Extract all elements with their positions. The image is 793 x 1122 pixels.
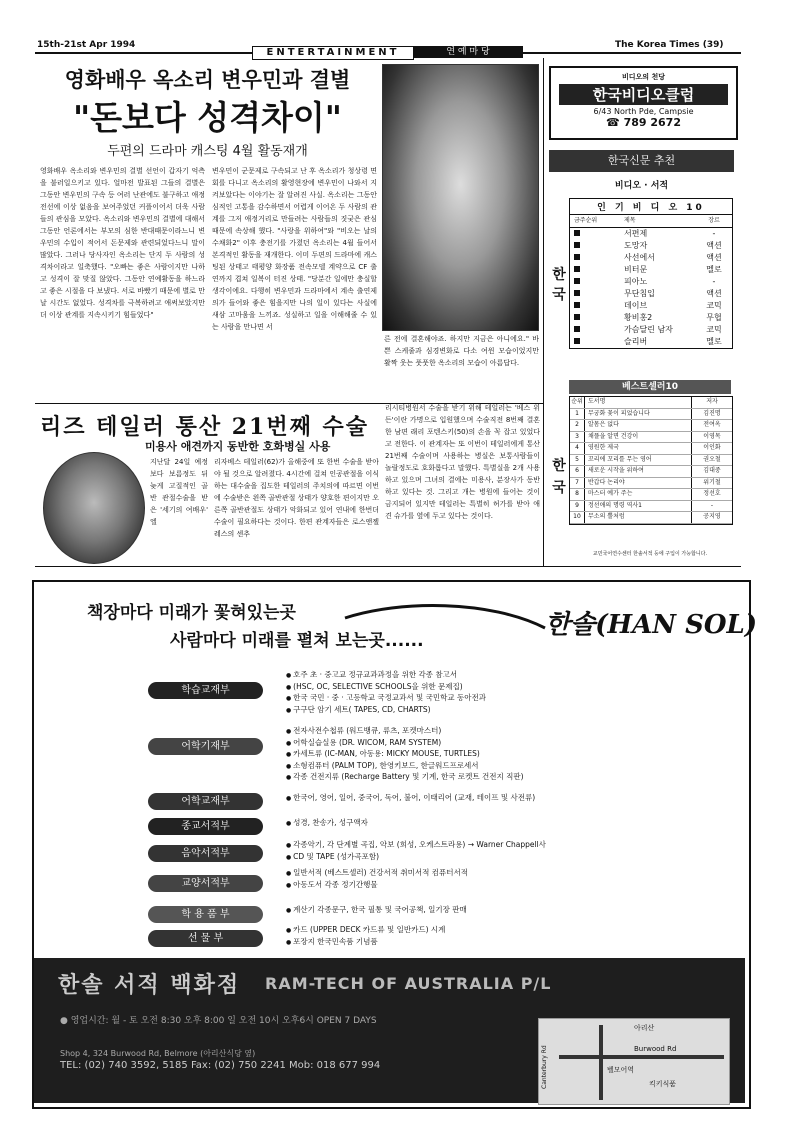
- book-rank: 6: [570, 466, 585, 477]
- video-title: 서편제: [624, 229, 648, 238]
- category-item: ● 포장지 한국민속품 기념품: [286, 937, 445, 949]
- article2-col2: 리자베스 테일러(62)가 올해중에 또 한번 수술을 받아야 될 것으로 알려졌다. 4시간에 걸쳐 인공관절을 이식하는 대수술을 집도한 테일러의 주치의에 따르면 이번에 수술받은 왼쪽 골반관절 상태가 양호한 편이지만 오른쪽 골반관절도 상태가 악화되고 있어 연내에 한번더 수술이 필요하다는 것이다. 한편 관계자들은 로스앤젤레스의 센추: [214, 458, 379, 538]
- section-label: ENTERTAINMENT: [252, 46, 414, 60]
- video-genre: -: [712, 229, 716, 238]
- recommend-sub: 비디오 · 서적: [614, 181, 669, 191]
- recommend-banner: 한국신문 추천: [549, 150, 734, 172]
- category-item: ● 각종 건전지류 (Recharge Battery 및 기계, 한국 로켓트 건전지 직판): [286, 772, 524, 784]
- book-rank: 4: [570, 443, 585, 454]
- bestseller-header: 순위 도서명 저자: [570, 397, 732, 409]
- map-road-h: [559, 1055, 724, 1059]
- book-title: 마스터 예가 주는: [585, 489, 692, 500]
- category-item: ● 소형컴퓨터 (PALM TOP), 한영키보드, 한글워드프로세서: [286, 761, 524, 773]
- bullet-icon: [574, 230, 580, 236]
- article2-col3: 리시티병원서 수술을 받기 위해 테일러는 '베스 위든'이란 가명으로 입원했으며 수술직전 8번째 결혼한 남편 래리 포텐스키(50)의 손을 꼭 잡고 있었다고 전한다. 이 관계자는 또 이번이 테일러에게 통산 21번째 수술이며 사용하는 병실은 보통사람들이 놀랄정도로 호화롭다고 말했다. 특별실을 2개 사용하고 있으며 그녀의 결에는 미용사, 분장사가 동반하고 있다는 것. 그리고 개는 병원에 들어는 것이 금지되어 있지만 테일러는 특별히 허가를 받아 애견 슈가를 옆에 두고 있다는 것이다.: [385, 404, 540, 520]
- video-row: [570, 288, 732, 300]
- actress-photo: [382, 64, 539, 331]
- book-row: [570, 512, 732, 524]
- book-row: [570, 409, 732, 421]
- video-genre: -: [712, 277, 716, 286]
- book-title: 새로운 시작을 위하여: [585, 466, 692, 477]
- category-item: ● 각종악기, 각 단계별 곡집, 악보 (희성, 오케스트라용) → Warner Chappell사: [286, 840, 546, 852]
- book-author: -: [710, 501, 714, 509]
- category-items: [286, 905, 467, 917]
- category-items: [286, 868, 468, 891]
- bullet-icon: [574, 290, 580, 296]
- book-rank: 10: [570, 512, 585, 523]
- store-name-eng: RAM-TECH OF AUSTRALIA P/L: [265, 974, 552, 993]
- book-author: 김진명: [703, 409, 721, 417]
- video-row: [570, 276, 732, 288]
- category-item: ● 계산기 각종문구, 한국 필통 및 국어공책, 일기장 판매: [286, 905, 467, 917]
- category-items: [286, 840, 546, 863]
- article1-dek: 두편의 드라마 캐스팅 4월 활동재개: [107, 144, 308, 159]
- video-table-title: 인 기 비 디 오 10: [570, 199, 732, 215]
- map-label-food: 킥키식품: [649, 1080, 677, 1088]
- category-pill: 어학기재부: [148, 738, 263, 755]
- category-item: ● 카세트류 (IC-MAN, 아동용: MICKY MOUSE, TURTLES): [286, 749, 524, 761]
- book-title: 반갑다 논리야: [585, 478, 692, 489]
- video-title: 무단침입: [624, 289, 655, 298]
- book-title: 정선애의 명령 역사1: [585, 501, 692, 512]
- book-row: [570, 432, 732, 444]
- category-item: ● 카드 (UPPER DECK 카드류 및 일반카드) 시계: [286, 925, 445, 937]
- category-pill: 어학교재부: [148, 793, 263, 810]
- video-row: [570, 252, 732, 264]
- book-title: 꼬리에 꼬리를 무는 영어: [585, 455, 692, 466]
- map-label-canterbury: Canterbury Rd: [541, 1045, 548, 1089]
- category-pill: 선 물 부: [148, 930, 263, 947]
- bullet-icon: [574, 338, 580, 344]
- video-genre: 액션: [706, 253, 722, 262]
- category-item: ● CD 및 TAPE (성가곡포함): [286, 852, 546, 864]
- map-road-v: [599, 1025, 603, 1100]
- video-side-label: 한국: [552, 267, 566, 303]
- video-row: [570, 240, 732, 252]
- section-label-kr: 연 예 마 당: [413, 46, 523, 58]
- book-row: [570, 455, 732, 467]
- book-rank: 2: [570, 420, 585, 431]
- video-genre: 멜로: [706, 265, 722, 274]
- book-author: 위기철: [703, 478, 721, 486]
- book-rank: 9: [570, 501, 585, 512]
- book-row: [570, 466, 732, 478]
- bullet-icon: [574, 242, 580, 248]
- bullet-icon: [574, 314, 580, 320]
- category-item: ● 한국 국민 · 중 · 고등학교 국정교과서 및 국민학교 동아전과: [286, 693, 486, 705]
- article1-col3: 른 전에 결혼해야죠. 하지만 지금은 아니에요." 바쁜 스케줄과 심경변화로 다소 여윈 모습이었지만 활짝 웃는 풋풋한 옥소리의 모습이 아름답다.: [384, 335, 539, 367]
- store-address: Shop 4, 324 Burwood Rd, Belmore (아리산식당 옆): [60, 1049, 256, 1058]
- book-title: 무소의 뿔처럼: [585, 512, 692, 523]
- shop-tagline: 비디오의 천당: [621, 73, 665, 81]
- article1-col1: 영화배우 옥소리와 변우민의 결별 선언이 갑자기 억측을 불러일으키고 있다. 얼마전 발표된 그들의 결별은 그동안 변우민의 구속 등 여러 난관에도 불구하고 애정전선에 이상 없음을 보여주었던 커플이어서 더욱 사람들의 관심을 모았다. 옥소리와 변우민의 결별에 대해서 그동안 언론에서는 부모의 심한 반대때문이라느니 변우민의 수입이 적어서 돈문제와 관련되었다느니 말이 많았다. 그러나 당사자인 옥소리는 단지 두 사람의 성격차이라고 일축했다. "오빠는 좋은 사람이지만 나하고 성격이 잘 맞질 않았다. 그동안 연예활동을 하느라고 좋은 시절을 다 보냈다. 서로 바빴기 때문에 별로 만날 시간도 없었다. 성격차를 극복하려고 애써보았지만 더 이상 관계를 지속시키기 힘들었다": [40, 167, 205, 319]
- category-items: [286, 818, 368, 830]
- video-title: 황비홍2: [624, 313, 653, 322]
- video-row: [570, 336, 732, 348]
- video-row: [570, 324, 732, 336]
- bestseller-banner: 베스트셀러10: [569, 380, 731, 394]
- book-title: 영원한 제국: [585, 443, 692, 454]
- video-title: 비터문: [624, 265, 648, 274]
- category-item: ● 일반서적 (베스트셀러) 건강서적 취미서적 컴퓨터서적: [286, 868, 468, 880]
- book-title: 알몸은 없다: [585, 420, 692, 431]
- column-divider: [543, 58, 544, 566]
- book-author: 김대중: [703, 467, 721, 474]
- book-title: 무궁화 꽃이 피었습니다: [585, 409, 692, 420]
- book-author: 이인화: [703, 444, 721, 451]
- book-rank: 3: [570, 432, 585, 443]
- book-row: [570, 489, 732, 501]
- page-bottom-rule: [35, 566, 741, 567]
- video-row: [570, 264, 732, 276]
- issue-date: 15th-21st Apr 1994: [37, 40, 136, 50]
- bullet-icon: [574, 254, 580, 260]
- store-phone: TEL: (02) 740 3592, 5185 Fax: (02) 750 2241 Mob: 018 677 994: [60, 1060, 381, 1071]
- bestseller-footnote: 교민국어연수센터 한솔서적 등에 구입이 가능합니다.: [592, 551, 708, 557]
- video-table-header: 금주순위 제목 장르: [570, 215, 732, 228]
- category-item: ● 전자사전수첩류 (워드뱅큐, 류츠, 포켓마스터): [286, 726, 524, 738]
- book-row: [570, 443, 732, 455]
- video-genre: 무협: [706, 313, 722, 322]
- swoosh-graphic: [340, 598, 550, 638]
- video-top10-table: [569, 198, 733, 349]
- category-pill: 종교서적부: [148, 818, 263, 835]
- book-rank: 8: [570, 489, 585, 500]
- video-genre: 코믹: [706, 301, 722, 310]
- video-title: 가슴달린 남자: [624, 325, 673, 334]
- article2-dek: 미용사 애견까지 동반한 호화병실 사용: [145, 440, 331, 453]
- video-genre: 액션: [706, 241, 722, 250]
- article2-col1: 지난달 24일 예정보다 보름정도 뒤늦게 고질적인 골반 관절수술을 받은 '세기의 여배우' 엘: [150, 458, 208, 526]
- book-author: 공지영: [703, 513, 721, 520]
- video-row: [570, 300, 732, 312]
- bullet-icon: [574, 266, 580, 272]
- book-side-label: 한국: [552, 458, 566, 496]
- video-row: [570, 228, 732, 240]
- book-rank: 5: [570, 455, 585, 466]
- article2-headline: 리즈 테일러 통산 21번째 수술: [40, 414, 370, 440]
- map-label-burwood: Burwood Rd: [634, 1045, 677, 1053]
- category-items: [286, 670, 486, 716]
- video-shop-ad: [549, 66, 738, 140]
- book-row: [570, 420, 732, 432]
- ad-slogan1: 책장마다 미래가 꽃혀있는곳: [87, 603, 296, 623]
- book-row: [570, 478, 732, 490]
- video-genre: 멜로: [706, 337, 722, 346]
- book-author: 전여옥: [703, 421, 721, 428]
- category-pill: 음악서적부: [148, 845, 263, 862]
- category-pill: 학습교재부: [148, 682, 263, 699]
- map-label-station: 벨모어역: [607, 1066, 635, 1074]
- shop-address: 6/43 North Pde, Campsie: [593, 107, 694, 116]
- book-author: 정선호: [703, 490, 721, 497]
- video-title: 슬리버: [624, 337, 648, 346]
- video-title: 피아노: [624, 277, 648, 286]
- category-pill: 학 용 품 부: [148, 906, 263, 923]
- brand-logo: 한솔(HAN SOL): [545, 610, 758, 640]
- article1-col2: 변우민이 군문제로 구속되고 난 후 옥소리가 청상령 면회를 다니고 옥소리의 활영현장에 변우민이 나와서 지켜보았다는 이야기는 잘 알려진 사실. 옥소리는 그동안 심적인 고통을 감수하면서 어렵게 이어온 두 사람의 관계를 그저 애정거리로 만들려는 사람들의 짓궂은 관심때문에 속상해 했다. "사랑을 위하여"와 "비오는 날의 수채화2" 이후 충전기를 가졌던 옥소리는 4월 들어서 본격적인 활동을 재개한다. 이미 두편의 드라마에 캐스팅된 상태고 태평양 화장품 전속모델 계약으로 CF 출연까지 겹쳐 일복이 터진 상태. "당분간 일에만 충실할 생각이에요. 다행히 변우민과 드라마에서 계속 출연제의가 들어와 좋은 힘을지만 나의 일이 있다는 사실에 새삼 고마움을 느끼죠. 성실하고 일을 이해해줄 수 있는 사람을 만나면 서: [212, 167, 377, 331]
- book-author: 이영목: [703, 432, 721, 440]
- video-title: 사선에서: [624, 253, 655, 262]
- taylor-photo: [43, 452, 145, 564]
- category-item: ● 한국어, 영어, 일어, 중국어, 독어, 불어, 이태리어 (교재, 테이프 및 사전류): [286, 793, 535, 805]
- video-genre: 액션: [706, 289, 722, 298]
- category-item: ● (HSC, OC, SELECTIVE SCHOOLS을 위한 문제집): [286, 682, 486, 694]
- category-item: ● 호주 초 · 중고교 정규교과과정을 위한 각종 참고서: [286, 670, 486, 682]
- video-row: [570, 312, 732, 324]
- book-author: 권오철: [703, 455, 721, 463]
- category-items: [286, 925, 445, 948]
- map-label-arisan: 아리산: [634, 1024, 655, 1032]
- shop-phone: ☎ 789 2672: [606, 116, 681, 129]
- category-pill: 교양서적부: [148, 875, 263, 892]
- category-items: [286, 726, 524, 784]
- ad-slogan2: 사람마다 미래를 펼쳐 보는곳......: [170, 631, 424, 651]
- store-name: 한솔 서적 백화점: [58, 973, 241, 998]
- category-item: ● 성경, 찬송가, 성구액자: [286, 818, 368, 830]
- bullet-icon: [574, 326, 580, 332]
- category-item: ● 어학실습실용 (DR. WICOM, RAM SYSTEM): [286, 738, 524, 750]
- article1-subhead: "돈보다 성격차이": [72, 98, 343, 137]
- video-title: 데이브: [624, 301, 648, 310]
- paper-page: The Korea Times (39): [615, 40, 724, 50]
- bestseller-table: [569, 396, 733, 525]
- location-map: [538, 1018, 730, 1105]
- category-items: [286, 793, 535, 805]
- category-item: ● 구구단 암기 세트( TAPES, CD, CHARTS): [286, 705, 486, 717]
- book-title: 채플을 알면 건강이: [585, 432, 692, 443]
- store-hours: ● 영업시간: 월 - 토 오전 8:30 오후 8:00 일 오전 10시 오후6시 OPEN 7 DAYS: [60, 1016, 377, 1026]
- book-row: [570, 501, 732, 513]
- article1-headline: 영화배우 옥소리 변우민과 결별: [64, 68, 351, 92]
- book-rank: 7: [570, 478, 585, 489]
- video-genre: 코믹: [706, 325, 722, 334]
- bullet-icon: [574, 302, 580, 308]
- bullet-icon: [574, 278, 580, 284]
- book-rank: 1: [570, 409, 585, 420]
- shop-name: 한국비디오클럽: [559, 84, 728, 105]
- category-item: ● 아동도서 각종 정기간행물: [286, 880, 468, 892]
- video-title: 도망자: [624, 241, 648, 250]
